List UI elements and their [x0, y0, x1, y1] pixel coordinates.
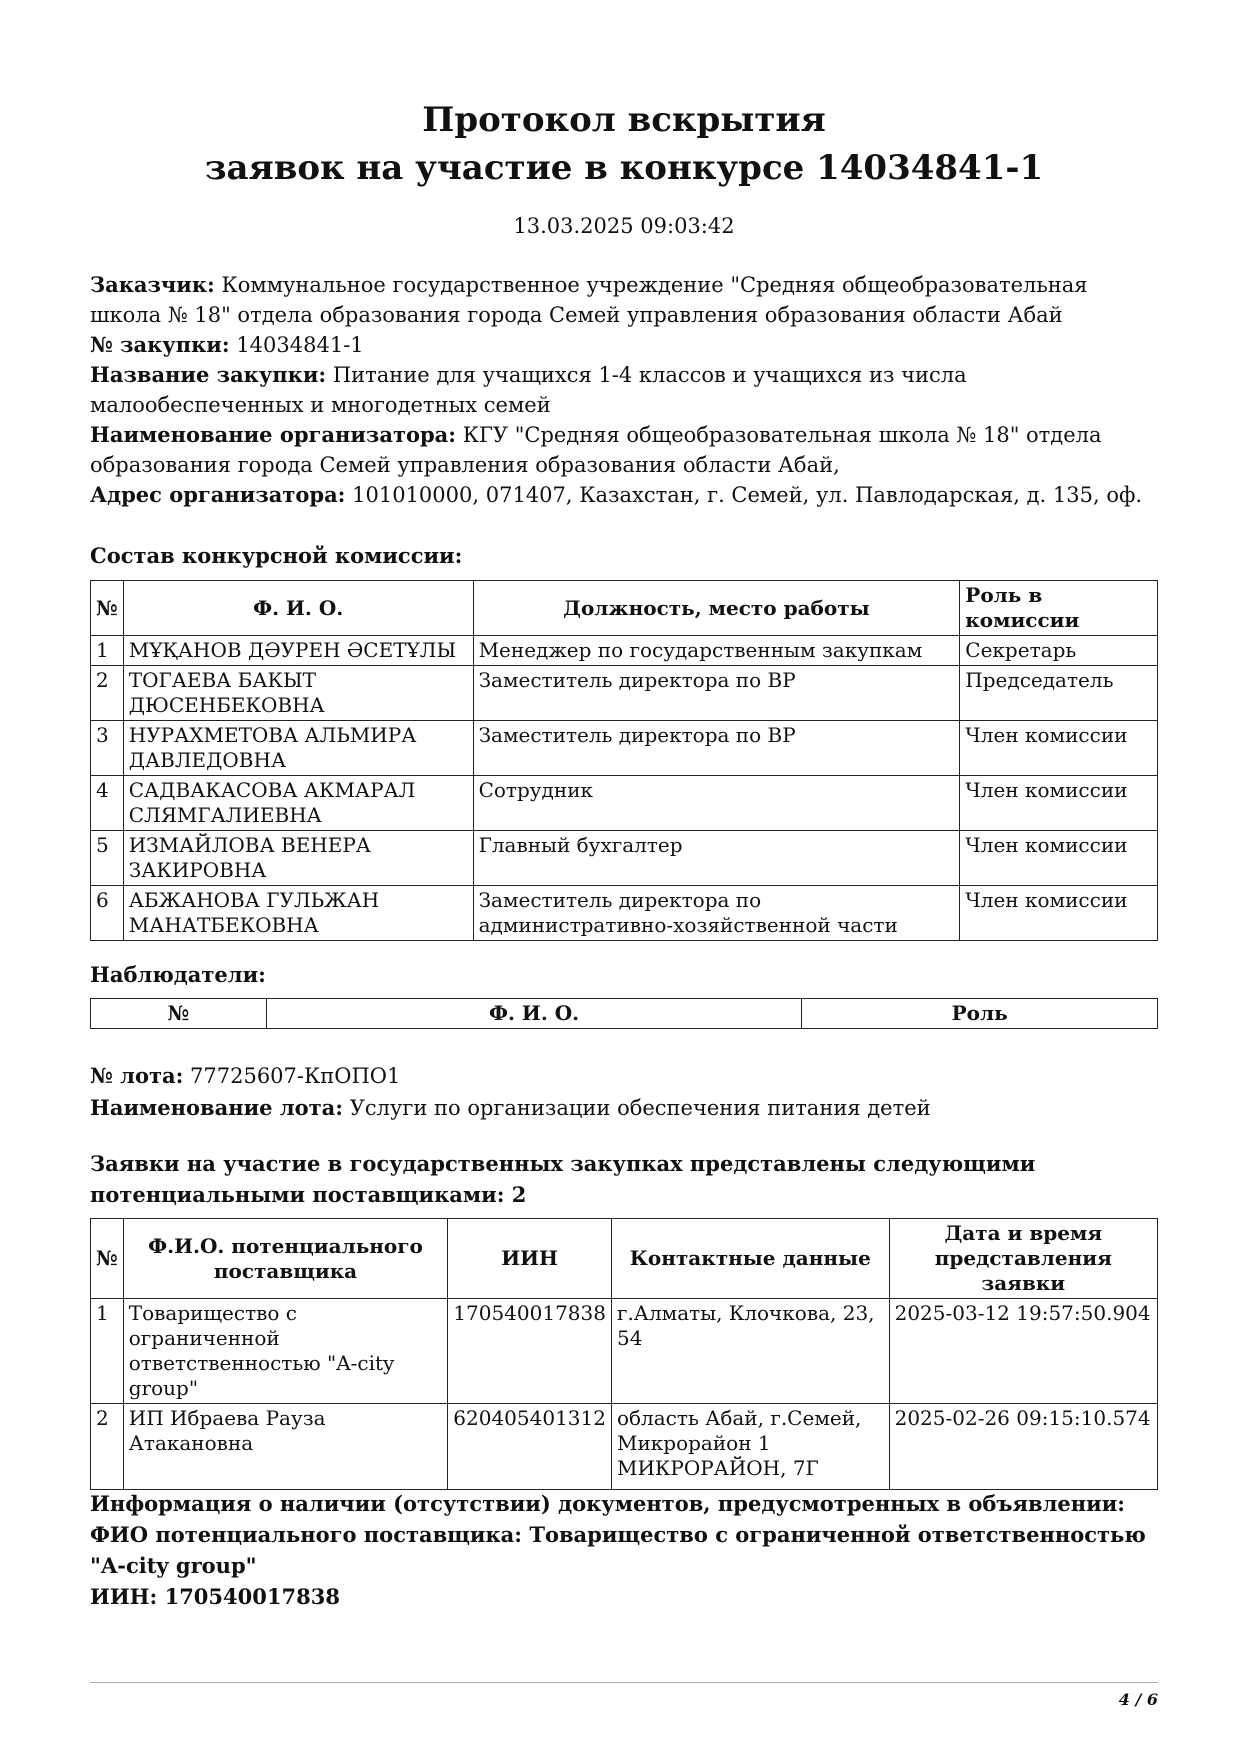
row-number: 5: [91, 831, 124, 886]
member-position: Заместитель директора по ВР: [473, 721, 960, 776]
purchase-name-value: Питание для учащихся 1-4 классов и учащихся из числа малообеспеченных и многодетных семей: [90, 363, 967, 417]
row-number: 2: [91, 666, 124, 721]
supplier-name: Товарищество с ограниченной ответственностью "A-city group": [123, 1299, 448, 1404]
table-row: [91, 666, 1158, 721]
protocol-datetime: 13.03.2025 09:03:42: [513, 214, 735, 238]
lot-number-value: 77725607-КпОПО1: [190, 1064, 401, 1088]
member-position: Главный бухгалтер: [473, 831, 960, 886]
bids-heading: Заявки на участие в государственных закупках представлены следующими потенциальными поставщиками: 2: [90, 1151, 1036, 1207]
member-position: Заместитель директора по ВР: [473, 666, 960, 721]
table-row: [91, 886, 1158, 941]
lot-number-field: [90, 1060, 931, 1092]
member-name: САДВАКАСОВА АКМАРАЛ СЛЯМГАЛИЕВНА: [123, 776, 473, 831]
col-number: №: [91, 581, 124, 636]
col-number: №: [91, 1219, 124, 1299]
col-position: Должность, место работы: [473, 581, 960, 636]
table-row: [91, 1404, 1158, 1490]
member-name: ТОГАЕВА БАКЫТ ДЮСЕНБЕКОВНА: [123, 666, 473, 721]
table-row: [91, 776, 1158, 831]
purchase-name-field: [90, 360, 1158, 420]
supplier-contacts: область Абай, г.Семей, Микрорайон 1 МИКРОРАЙОН, 7Г: [611, 1404, 889, 1490]
address-field: [90, 480, 1158, 510]
documents-info-heading: Информация о наличии (отсутствии) документов, предусмотренных в объявлении:: [90, 1491, 1126, 1516]
table-row: [91, 636, 1158, 666]
customer-value: Коммунальное государственное учреждение "Средняя общеобразовательная школа № 18" отдела образования города Семей управления образования области Абай: [90, 273, 1088, 327]
address-label: Адрес организатора:: [90, 482, 346, 507]
col-role: Роль: [802, 999, 1158, 1029]
organizer-label: Наименование организатора:: [90, 422, 457, 447]
table-row: [91, 721, 1158, 776]
address-value: 101010000, 071407, Казахстан, г. Семей, ул. Павлодарская, д. 135, оф.: [352, 483, 1143, 507]
bids-header-row: [91, 1219, 1158, 1299]
member-role: Член комиссии: [960, 776, 1158, 831]
observers-heading: Наблюдатели:: [90, 962, 266, 987]
observers-table: [90, 998, 1158, 1029]
page-title: [90, 96, 1158, 192]
col-name: Ф. И. О.: [266, 999, 801, 1029]
member-role: Секретарь: [960, 636, 1158, 666]
bids-table: [90, 1218, 1158, 1490]
member-role: Член комиссии: [960, 721, 1158, 776]
col-number: №: [91, 999, 267, 1029]
organizer-value: КГУ "Средняя общеобразовательная школа № 18" отдела образования города Семей управления образования области Абай,: [90, 423, 1102, 477]
commission-table: [90, 580, 1158, 941]
col-iin: ИИН: [448, 1219, 612, 1299]
member-name: МҰҚАНОВ ДӘУРЕН ӘСЕТҰЛЫ: [123, 636, 473, 666]
submission-date: 2025-02-26 09:15:10.574: [889, 1404, 1157, 1490]
supplier-contacts: г.Алматы, Клочкова, 23, 54: [611, 1299, 889, 1404]
documents-info: [90, 1488, 1158, 1612]
purchase-number-label: № закупки:: [90, 332, 230, 357]
page-number: 4 / 6: [1118, 1690, 1158, 1709]
member-name: АБЖАНОВА ГУЛЬЖАН МАНАТБЕКОВНА: [123, 886, 473, 941]
table-row: [91, 831, 1158, 886]
table-row: [91, 1299, 1158, 1404]
member-role: Член комиссии: [960, 831, 1158, 886]
footer-divider: [90, 1682, 1158, 1683]
member-position: Сотрудник: [473, 776, 960, 831]
lot-name-field: [90, 1092, 931, 1124]
lot-number-label: № лота:: [90, 1063, 184, 1088]
purchase-number-value: 14034841-1: [236, 333, 364, 357]
submission-date: 2025-03-12 19:57:50.904: [889, 1299, 1157, 1404]
commission-header-row: [91, 581, 1158, 636]
row-number: 6: [91, 886, 124, 941]
purchase-number-field: [90, 330, 1158, 360]
lot-name-label: Наименование лота:: [90, 1095, 344, 1120]
row-number: 1: [91, 636, 124, 666]
customer-label: Заказчик:: [90, 272, 215, 297]
supplier-name: ИП Ибраева Рауза Атакановна: [123, 1404, 448, 1490]
customer-field: [90, 270, 1158, 330]
row-number: 3: [91, 721, 124, 776]
member-role: Председатель: [960, 666, 1158, 721]
col-role: Роль в комиссии: [960, 581, 1158, 636]
supplier-iin: 170540017838: [448, 1299, 612, 1404]
member-name: НУРАХМЕТОВА АЛЬМИРА ДАВЛЕДОВНА: [123, 721, 473, 776]
member-position: Менеджер по государственным закупкам: [473, 636, 960, 666]
observers-header-row: [91, 999, 1158, 1029]
row-number: 4: [91, 776, 124, 831]
lot-info: [90, 1060, 931, 1124]
col-contacts: Контактные данные: [611, 1219, 889, 1299]
purchase-name-label: Название закупки:: [90, 362, 327, 387]
member-name: ИЗМАЙЛОВА ВЕНЕРА ЗАКИРОВНА: [123, 831, 473, 886]
row-number: 2: [91, 1404, 124, 1490]
procurement-info: [90, 270, 1158, 510]
organizer-field: [90, 420, 1158, 480]
documents-info-supplier: ФИО потенциального поставщика: Товарищество с ограниченной ответственностью "A-city group": [90, 1522, 1146, 1578]
lot-name-value: Услуги по организации обеспечения питания детей: [349, 1096, 931, 1120]
documents-info-iin: ИИН: 170540017838: [90, 1584, 340, 1609]
member-role: Член комиссии: [960, 886, 1158, 941]
col-name: Ф. И. О.: [123, 581, 473, 636]
row-number: 1: [91, 1299, 124, 1404]
col-supplier-name: Ф.И.О. потенциального поставщика: [123, 1219, 448, 1299]
member-position: Заместитель директора по административно-хозяйственной части: [473, 886, 960, 941]
col-submission-date: Дата и время представления заявки: [889, 1219, 1157, 1299]
title-line-2: заявок на участие в конкурсе 14034841-1: [204, 148, 1044, 188]
supplier-iin: 620405401312: [448, 1404, 612, 1490]
commission-heading: Состав конкурсной комиссии:: [90, 543, 463, 568]
title-line-1: Протокол вскрытия: [422, 100, 826, 140]
